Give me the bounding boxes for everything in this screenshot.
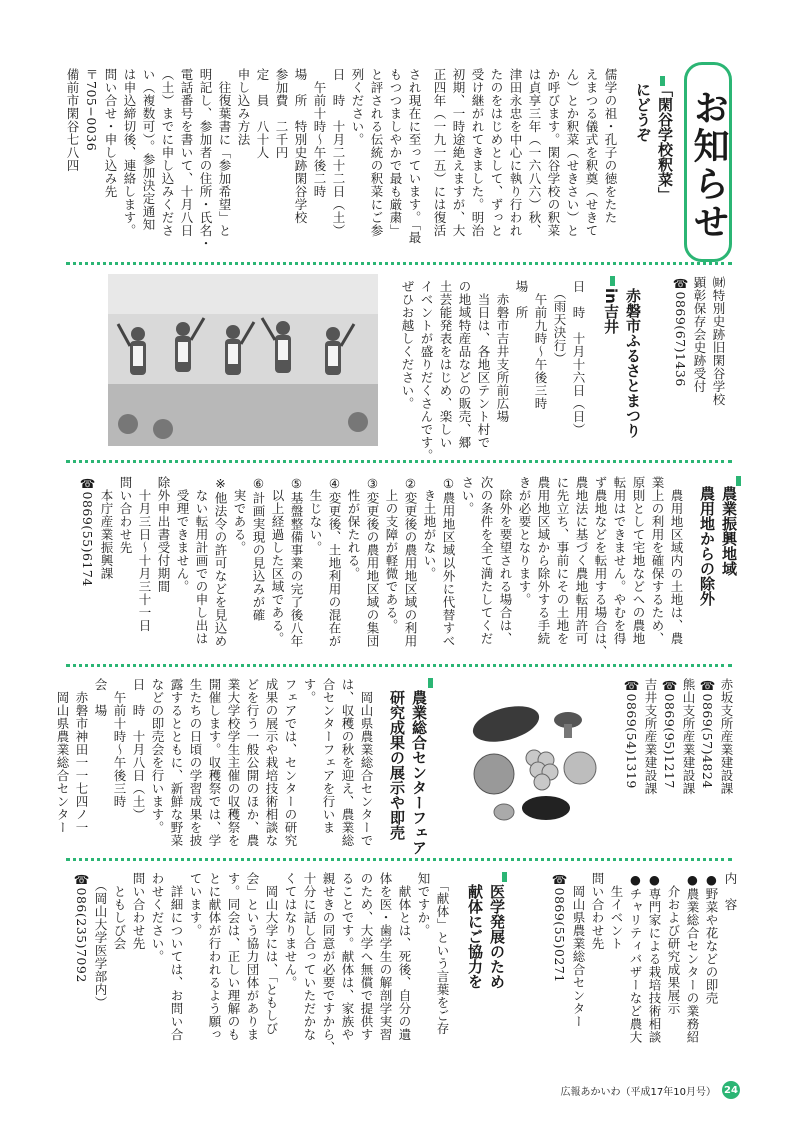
nouyouchi-heading: 農業振興地域 農用地からの除外: [698, 486, 738, 606]
branch-contacts: 赤坂支所産業建設課 ☎0869(57)4824 熊山支所産業建設課 ☎0869(95)1217 吉井支所産業建設課 ☎0869(54)1319: [624, 678, 734, 795]
vegetables-icon: [468, 688, 600, 826]
shizutani-contact: ㈶特別史跡旧閑谷学校 顕彰保存会史跡受付 ☎0869(67)1436: [673, 276, 726, 406]
heading-accent: [502, 872, 507, 882]
heading-accent: [736, 476, 741, 486]
divider: [66, 460, 732, 463]
page-number: 24: [722, 1081, 740, 1099]
dance-image: [108, 274, 378, 446]
fair-contents: 内 容 ●野菜や花などの即売 ●農業総合センターの業務紹 介および研究成果展示 ●専門家による栽培技術相談 ●チャリティバザーなど農大 生イベント 問い合わせ先 岡山県農業総合センター ☎0869(55)0271: [552, 872, 738, 1044]
shizutani-details: され現在に至っています。「最 もつつましやかで最も厳粛」 と評される伝統の釈菜にご参 列ください。 日 時 十月二十二日（土） 午前十時〜午後二時 場 所 特別史跡閑谷学校 参加費 二千円 定 員 八十人 申し込み方法 往復葉書に「参加希望」と 明記し、参加者の住所・氏名・ 電話番号を書いて、十月八日 （土）までに申し込みくださ い（複数可）。参加決定通知 は申込締切後、連絡します。 問い合せ・申し込み先 〒705−0036 備前市閑谷七八四: [65, 68, 422, 250]
festival-photo: [108, 274, 378, 446]
divider: [66, 858, 732, 861]
kentai-heading: 医学発展のため 献体にご協力を: [466, 884, 506, 989]
page-footer: [540, 1080, 740, 1100]
fair-heading: 農業総合センターフェア 研究成果の展示や即売: [388, 690, 428, 855]
vegetables-illustration: [468, 688, 600, 826]
heading-accent: [610, 276, 615, 286]
heading-accent: [428, 678, 433, 688]
furusato-heading: 赤磐市ふるさとまつり in吉井: [602, 288, 642, 438]
fair-body: 岡山県農業総合センターで は、収穫の秋を迎え、農業総 合センターフェアを行います。 フェアでは、センターの研究 成果の展示や栽培技術相談な どを行う一般公開のほか、農 業大学校学生主催の収穫祭を 開催します。収穫祭では、学 生たちの日頃の学習成果を披 露するとともに、新鮮な野菜 などの即売会を行います。 日 時 十月八日（土） 午前十時〜午後三時 会 場 赤磐市神田一一七四ノ一 岡山県農業総合センター: [55, 678, 374, 847]
shizutani-heading: 「閑谷学校釈菜」 にどうぞ: [634, 82, 674, 202]
divider: [66, 262, 732, 265]
nouyouchi-body: 農用地区域内の土地は、農 業上の利用を確保するため、 原則として宅地などへの農地 転用はできません。やむを得 ず農地などを転用する場合は、 農地法に基づく農地転用許可 に先立ち、事前にその土地を 農用地区域から除外する手続 きが必要となります。 除外を要望される場合は、 次の条件を全て満たしてくだ さい。 ①農用地区域以外に代替すべ き土地がない。 ②変更後の農用地区域の利用 上の支障が軽微である。 ③変更後の農用地区域の集団 性が保たれる。 ④変更後、土地利用の混在が 生じない。 ⑤基盤整備事業の完了後八年 以上経過した区域である。 ⑥計画実現の見込みが確 実である。 ※他法令の許可などを見込め ない転用計画での申し出は 受理できません。 除外申出書受付期間 十月三日〜十月三十一日 問い合わせ先 本庁産業振興課 ☎0869(55)6174: [80, 476, 684, 658]
shizutani-body: 儒学の祖・孔子の徳をたた えまつる儀式を釈奠（せきて ん）とか釈菜（せきさい）と か呼びます。閑谷学校の釈菜 は貞享三年（一六八六）秋、 津田永忠を中心に執り行われ たのをはじめとして、ずっと 受け継がれてきました。明治 初期、一時途絶えますが、大 正四年（一九一五）には復活: [432, 68, 618, 237]
furusato-body: 日 時 十月十六日（日） （雨天決行） 午前九時〜午後三時 場 所 赤磐市吉井支所前広場 当日は、各地区テント村で の地域特産品などの販売、郷 土芸能発表をはじめ、楽しい イベントが盛りだくさんです。 ぜひお越しください。: [400, 280, 586, 462]
kentai-body: 「献体」という言葉をご存 知ですか。 献体とは、死後、自分の遺 体を医・歯学生の解剖学実習 のため、大学へ無償で提供す ることです。献体は、家族や 親せきの同意が必要ですから、 十分に話し合っていただかな くてはなりません。 岡山大学には、「ともしび 会」という協力団体がありま す。同会は、正しい理解のも とに献体が行われるよう願っ ています。 詳細については、お問い合 わせください。 問い合わせ先 ともしび会 （岡山大学医学部内） ☎086(235)7092: [74, 872, 450, 1054]
publication-name: 広報あかいわ（平成17年10月号）: [560, 1086, 716, 1098]
page-title: お知らせ: [688, 89, 729, 241]
divider: [66, 664, 732, 667]
